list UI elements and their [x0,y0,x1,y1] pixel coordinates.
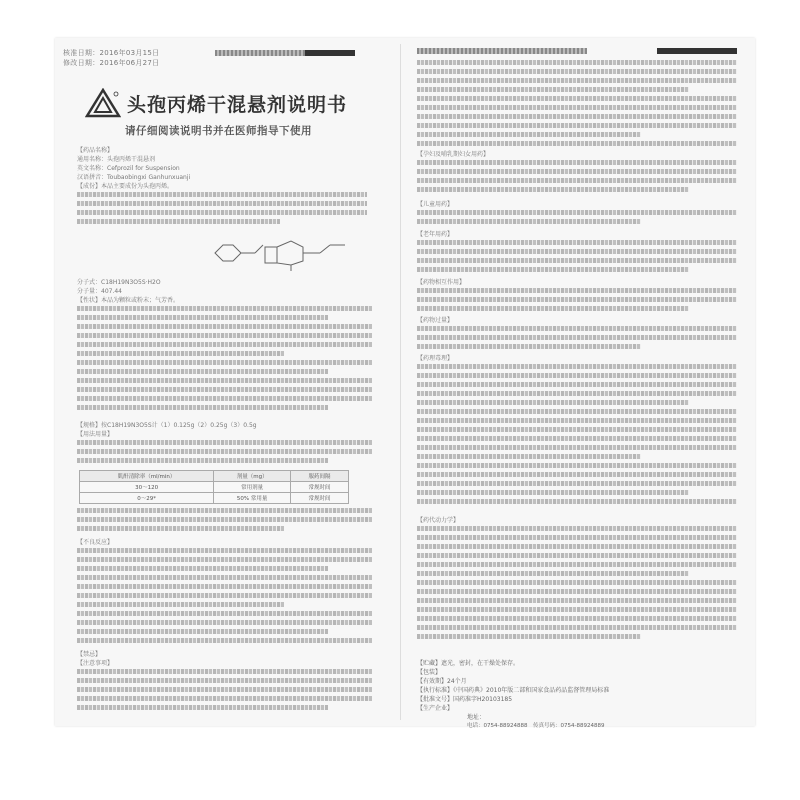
chemical-structure-diagram [205,233,355,273]
children-block [417,210,737,228]
approve-date: 核准日期：2016年03月15日 [63,49,160,57]
dosage-header: 【用法用量】 [77,431,114,438]
manufacturer: 【生产企业】 [417,705,454,712]
indications-block-2 [77,378,372,418]
document-subtitle: 请仔细阅读说明书并在医师指导下使用 [125,125,312,137]
company-logo-icon [85,88,121,118]
interaction-block [417,288,737,314]
cautions-block [77,669,372,719]
properties: 【性状】本品为颗粒或粉末；气芳香。 [77,297,180,304]
leaflet-sheet [55,38,755,729]
molecular-weight: 分子量：407.44 [77,288,122,295]
english-name: 英文名称：Cefprozil for Suspension [77,165,180,172]
document-title: 头孢丙烯干混悬剂说明书 [127,93,348,116]
table-cell: 0～29* [80,493,214,504]
table-notes [77,508,372,538]
header-strip [417,48,587,54]
children-header: 【儿童用药】 [417,201,454,208]
header-strip [215,50,305,56]
pharmacology-header: 【药理毒理】 [417,355,454,362]
table-header-cell: 肌酐清除率（ml/min） [80,471,214,482]
molecular-formula: 分子式：C18H19N3O5S·H2O [77,279,161,286]
table-cell: 常规时间 [291,493,349,504]
fold-line [400,44,401,720]
right-column [407,38,752,729]
table-header-row [80,471,349,482]
header-dark-strip [305,50,355,56]
pk-block [417,526,737,656]
table-header-cell: 剂量（mg） [214,471,291,482]
adverse-reactions-block [77,548,372,648]
pinyin-name: 汉语拼音：Toubaobingxi Ganhunxuanji [77,174,191,181]
approval-number: 【批准文号】国药准字H20103185 [417,696,513,703]
table-cell: 50% 常用量 [214,493,291,504]
header-dark-strip [657,48,737,54]
adverse-reactions-header: 【不良反应】 [77,539,114,546]
package: 【包装】 [417,669,442,676]
elderly-block [417,240,737,276]
overdose-block [417,326,737,352]
indications-block [77,306,372,376]
generic-name: 通用名称：头孢丙烯干混悬剂 [77,156,156,163]
renal-dosage-table [79,470,349,504]
table-cell: 常用剂量 [214,482,291,493]
elderly-header: 【老年用药】 [417,231,454,238]
validity: 【有效期】24个月 [417,678,467,685]
pk-header: 【药代动力学】 [417,517,460,524]
table-row [80,482,349,493]
title-row [85,88,347,118]
overdose-header: 【药物过量】 [417,317,454,324]
table-row [80,493,349,504]
specification: 【规格】按C18H19N3O5S计（1）0.125g（2）0.25g（3）0.5g [77,422,257,429]
drug-name-header: 【药品名称】 [77,147,114,154]
storage: 【贮藏】遮光，密封，在干燥处保存。 [417,660,520,667]
table-header-cell: 服药间隔 [291,471,349,482]
standard: 【执行标准】《中国药典》2010年版二部和国家食品药品监督管理局标准 [417,687,610,694]
chemical-name-block [77,192,367,228]
contraindications-header: 【禁忌】 [77,651,102,658]
cautions-header: 【注意事项】 [77,660,114,667]
address: 地址： [467,714,486,721]
table-cell: 30～120 [80,482,214,493]
cautions-continued-block [417,60,737,150]
interaction-header: 【药物相互作用】 [417,279,466,286]
revise-date: 修改日期：2016年06月27日 [63,59,160,67]
left-column [55,38,395,726]
table-cell: 常规时间 [291,482,349,493]
pregnancy-block [417,160,737,200]
ingredients: 【成份】本品主要成份为头孢丙烯。 [77,183,174,190]
dosage-block [77,440,372,468]
pregnancy-header: 【孕妇及哺乳期妇女用药】 [417,151,490,158]
pharmacology-block [417,364,737,514]
phone: 电话：0754-88924888 传真号码：0754-88924889 [467,723,605,729]
